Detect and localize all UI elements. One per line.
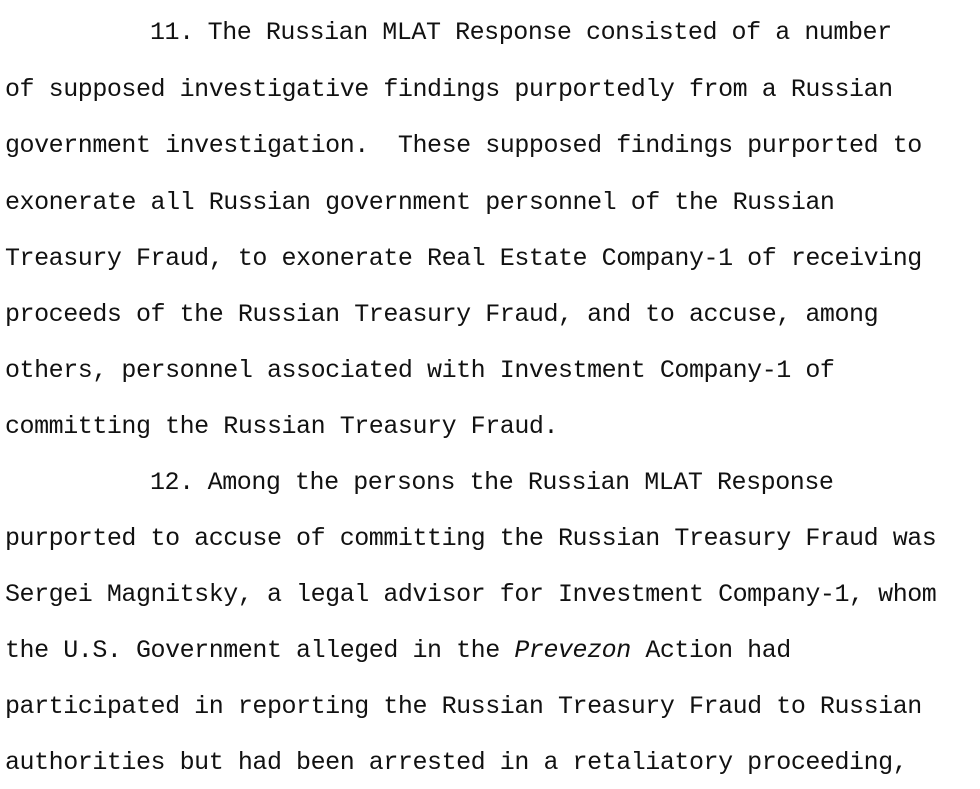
paragraph-11-line-4: exonerate all Russian government personnel of the Russian: [5, 188, 835, 217]
paragraph-number-12: 12.: [150, 468, 194, 497]
paragraph-12-line-6: authorities but had been arrested in a retaliatory proceeding,: [5, 748, 908, 777]
paragraph-11-line-5: Treasury Fraud, to exonerate Real Estate Company-1 of receiving: [5, 244, 922, 273]
paragraph-number-11: 11.: [150, 18, 194, 47]
paragraph-12-line-1: [150, 469, 833, 497]
paragraph-11-line-6: proceeds of the Russian Treasury Fraud, and to accuse, among: [5, 300, 879, 329]
line-text-before: the U.S. Government alleged in the: [5, 636, 515, 665]
line-text-after: Action had: [630, 636, 791, 665]
paragraph-11-line-2: of supposed investigative findings purportedly from a Russian: [5, 75, 893, 104]
paragraph-12-line-4: [5, 637, 791, 665]
paragraph-text: Among the persons the Russian MLAT Response: [207, 468, 834, 497]
paragraph-11-line-3: government investigation. These supposed findings purported to: [5, 131, 922, 160]
paragraph-12-line-3: Sergei Magnitsky, a legal advisor for Investment Company-1, whom: [5, 580, 937, 609]
paragraph-12-line-2: purported to accuse of committing the Russian Treasury Fraud was: [5, 524, 937, 553]
paragraph-text: The Russian MLAT Response consisted of a number: [207, 18, 892, 47]
paragraph-11-line-1: [150, 19, 892, 47]
paragraph-11-line-8: committing the Russian Treasury Fraud.: [5, 412, 558, 441]
case-name-italic: Prevezon: [514, 636, 631, 665]
paragraph-11-line-7: others, personnel associated with Investment Company-1 of: [5, 356, 835, 385]
paragraph-12-line-5: participated in reporting the Russian Treasury Fraud to Russian: [5, 692, 922, 721]
